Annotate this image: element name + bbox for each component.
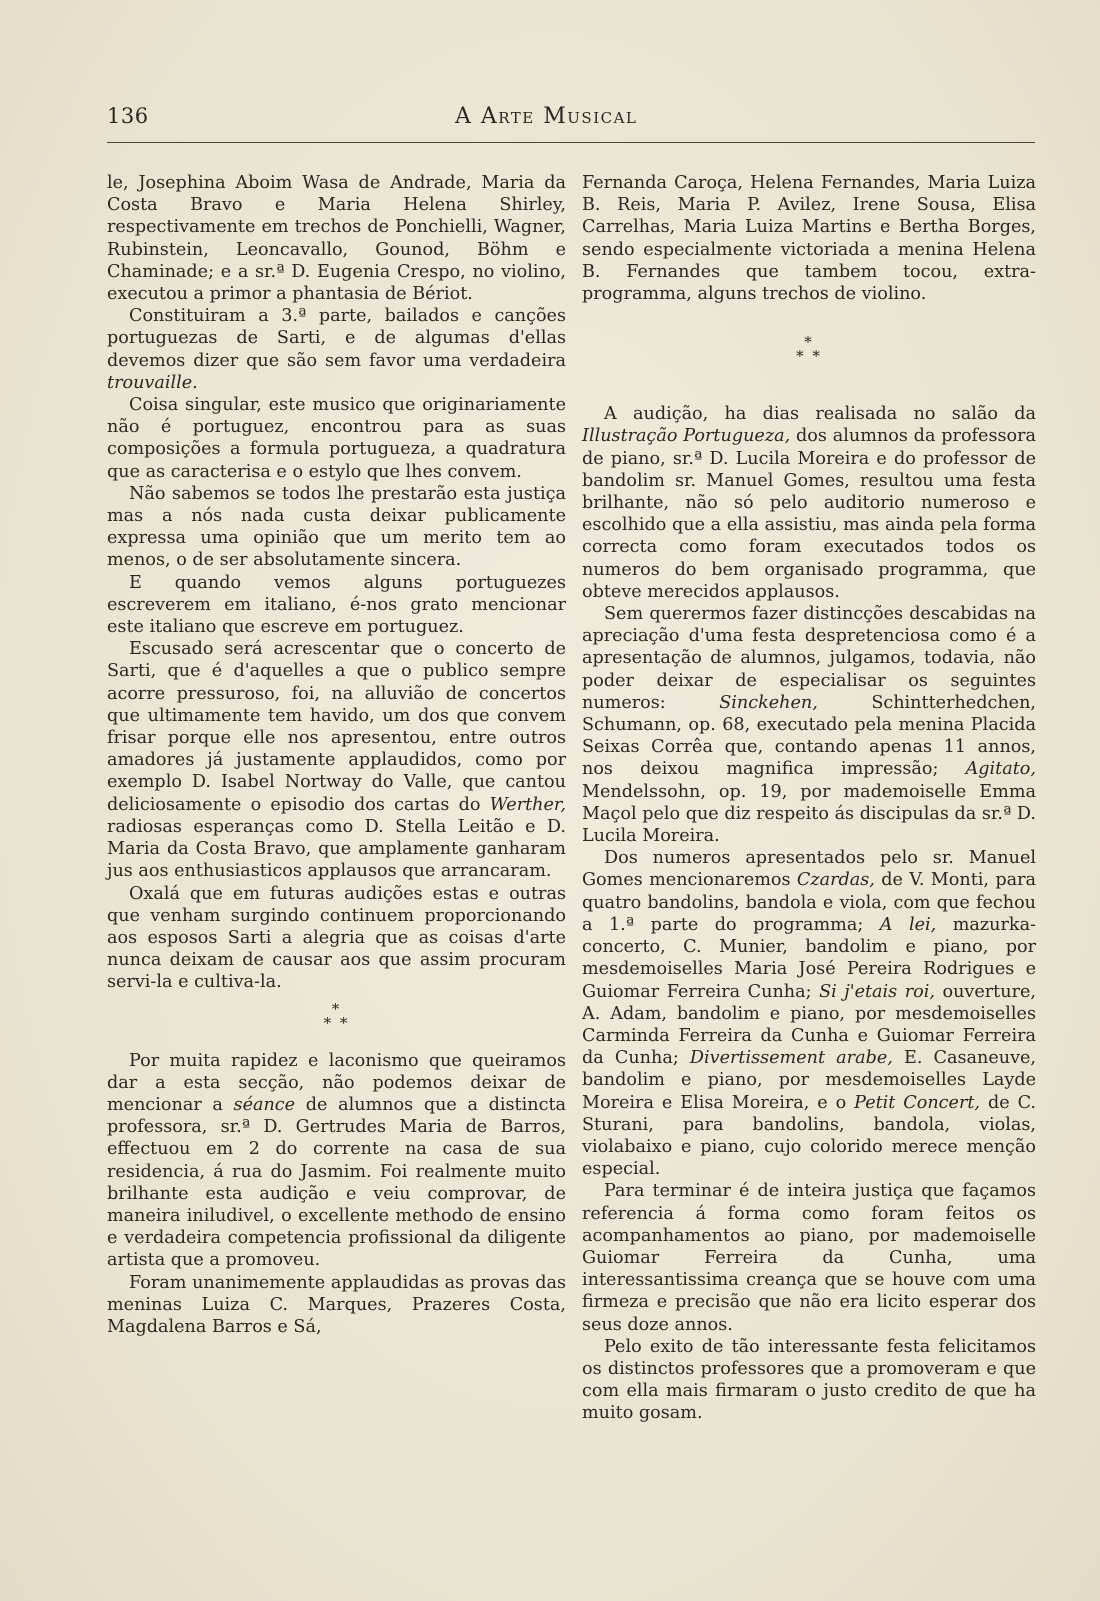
italic-term: Czardas, <box>796 870 875 891</box>
paragraph: Coisa singular, este musico que originariamente não é portuguez, encontrou para as suas composições a formula portugueza, a quadratura que as caracterisa e o estylo que lhes convem. <box>107 395 566 482</box>
paragraph <box>582 847 1036 1180</box>
paragraph-text: de alumnos que a distincta professora, sr.ª D. Gertrudes Maria de Barros, effectuou em 2 do corrente na casa de sua residencia, á rua do Jasmim. Foi realmente muito brilhante esta audição e veiu comprovar, de maneira iniludivel, o excellente methodo de ensino e verdadeira competencia profissional da diligente artista que a promoveu. <box>107 1094 566 1271</box>
asterism-bottom: * * <box>323 1013 350 1032</box>
italic-term: Agitato, <box>965 759 1036 780</box>
paragraph <box>107 305 566 394</box>
italic-term: Si j'etais roi, <box>819 981 935 1002</box>
paragraph-text: de C. Sturani, para bandolins, bandola, violas, violabaixo e piano, cujo colorido merece menção especial. <box>582 1092 1036 1180</box>
italic-term: Sinckehen, <box>719 692 818 713</box>
italic-term: A lei, <box>879 914 937 935</box>
paragraph-text: Constituiram a 3.ª parte, bailados e canções portuguezas de Sarti, e de algumas d'ellas devemos dizer que são sem favor uma verdadeira <box>107 306 566 371</box>
paragraph <box>107 638 566 882</box>
paragraph: Fernanda Caroça, Helena Fernandes, Maria Luiza B. Reis, Maria P. Avilez, Irene Sousa, Elisa Carrelhas, Maria Luiza Martins e Bertha Borges, sendo especialmente victoriada a menina Helena B. Fernandes que tambem tocou, extra-programma, alguns trechos de violino. <box>582 173 1036 305</box>
paragraph-text: Schintterhedchen, Schumann, op. 68, executado pela menina Placida Seixas Corrêa que, contando apenas 11 annos, nos deixou magnifica impressão; <box>582 692 1037 780</box>
paragraph: E quando vemos alguns portuguezes escreverem em italiano, é-nos grato mencionar este italiano que escreve em portuguez. <box>107 572 566 638</box>
page-number: 136 <box>107 104 149 128</box>
header-rule <box>107 142 1035 143</box>
paragraph <box>107 1050 566 1272</box>
asterism-top: * <box>804 333 814 352</box>
paragraph-text: Escusado será acrescentar que o concerto de Sarti, que é d'aquelles a que o publico sempre acorre pressuroso, foi, na alluvião de concertos que ultimamente tem havido, um dos que convem frisar porque elle nos apresentou, entre outros amadores já justamente applaudidos, como por exemplo D. Isabel Nortway do Valle, que cantou deliciosamente o episodio dos cartas do <box>107 639 566 815</box>
italic-term: Illustração Portugueza, <box>582 426 791 447</box>
paragraph: Para terminar é de inteira justiça que façamos referencia á forma como foram feitos os acompanhamentos ao piano, por mademoiselle Guiomar Ferreira da Cunha, uma interessantissima creança que se houve com uma firmeza e precisão que não era licito esperar dos seus doze annos. <box>582 1181 1036 1335</box>
paragraph-text: radiosas esperanças como D. Stella Leitão e D. Maria da Costa Bravo, que amplamente ganharam jus aos enthusiasticos applausos que arrancaram. <box>107 816 566 882</box>
paragraph-text: Dos numeros apresentados pelo sr. Manuel Gomes mencionaremos <box>582 848 1036 891</box>
asterism-top: * <box>331 999 342 1018</box>
paragraph: Não sabemos se todos lhe prestarão esta justiça mas a nós nada custa deixar publicamente expressa uma opinião que um merito tem ao menos, o de ser absolutamente sincera. <box>107 483 566 571</box>
section-divider-asterism <box>582 333 1036 366</box>
italic-term: trouvaille. <box>107 372 198 393</box>
paragraph: Pelo exito de tão interessante festa felicitamos os distinctos professores que a promoveram e que com ella mais firmaram o justo credito de que ha muito gosam. <box>582 1336 1036 1424</box>
section-divider-asterism <box>107 999 566 1032</box>
paragraph-text: E. Casaneuve, bandolim e piano, por mesdemoiselles Layde Moreira e Elisa Moreira, e o <box>582 1048 1037 1113</box>
paragraph: Oxalá que em futuras audições estas e outras que venham surgindo continuem proporcionando aos esposos Sarti a alegria que as coisas d'arte nunca deixam de causar aos que assim procuram servi-la e cultiva-la. <box>107 883 566 993</box>
paragraph-text: A audição, ha dias realisada no salão da <box>604 404 1036 425</box>
paragraph-text: Por muita rapidez e laconismo que queiramos dar a esta secção, não podemos deixar de mencionar a <box>107 1050 566 1115</box>
paragraph: Foram unanimemente applaudidas as provas das meninas Luiza C. Marques, Prazeres Costa, Magdalena Barros e Sá, <box>107 1272 566 1337</box>
paragraph-text: Sem querermos fazer distincções descabidas na apreciação d'uma festa despretenciosa como é a apresentação de alumnos, julgamos, todavia, não poder deixar de especialisar os seguintes numeros: <box>582 604 1036 713</box>
italic-term: Divertissement arabe, <box>689 1048 893 1069</box>
paragraph-text: de V. Monti, para quatro bandolins, bandola e viola, com que fechou a 1.ª parte do programma; <box>582 870 1036 935</box>
italic-term: séance <box>233 1094 296 1115</box>
paragraph <box>582 403 1036 603</box>
running-title: A Arte Musical <box>455 104 638 129</box>
left-column <box>107 172 566 1338</box>
paragraph: le, Josephina Aboim Wasa de Andrade, Maria da Costa Bravo e Maria Helena Shirley, respectivamente em trechos de Ponchielli, Wagner, Rubinstein, Leoncavallo, Gounod, Böhm e Chaminade; e a sr.ª D. Eugenia Crespo, no violino, executou a primor a phantasia de Bériot. <box>107 173 566 305</box>
paragraph-text: mazurka-concerto, C. Munier, bandolim e piano, por mesdemoiselles Maria José Pereira Rodrigues e Guiomar Ferreira Cunha; <box>582 914 1036 1002</box>
right-column <box>582 172 1036 1425</box>
italic-term: Petit Concert, <box>854 1092 981 1113</box>
paragraph-text: dos alumnos da professora de piano, sr.ª D. Lucila Moreira e do professor de bandolim sr. Manuel Gomes, resultou uma festa brilhante, não só pelo auditorio numeroso e escolhido que a ella assistiu, mas ainda pela forma correcta como foram executados todos os numeros do bem organisado programma, que obteve merecidos applausos. <box>582 426 1037 602</box>
page-header <box>107 100 1035 134</box>
paragraph <box>582 603 1036 847</box>
paragraph-text: ouverture, A. Adam, bandolim e piano, por mesdemoiselles Carminda Ferreira da Cunha e Guiomar Ferreira da Cunha; <box>582 981 1036 1069</box>
asterism-bottom: * * <box>796 347 822 366</box>
italic-term: Werther, <box>489 794 566 815</box>
paragraph-text: Mendelssohn, op. 19, por mademoiselle Emma Maçol pelo que diz respeito ás discipulas da sr.ª D. Lucila Moreira. <box>582 781 1036 847</box>
